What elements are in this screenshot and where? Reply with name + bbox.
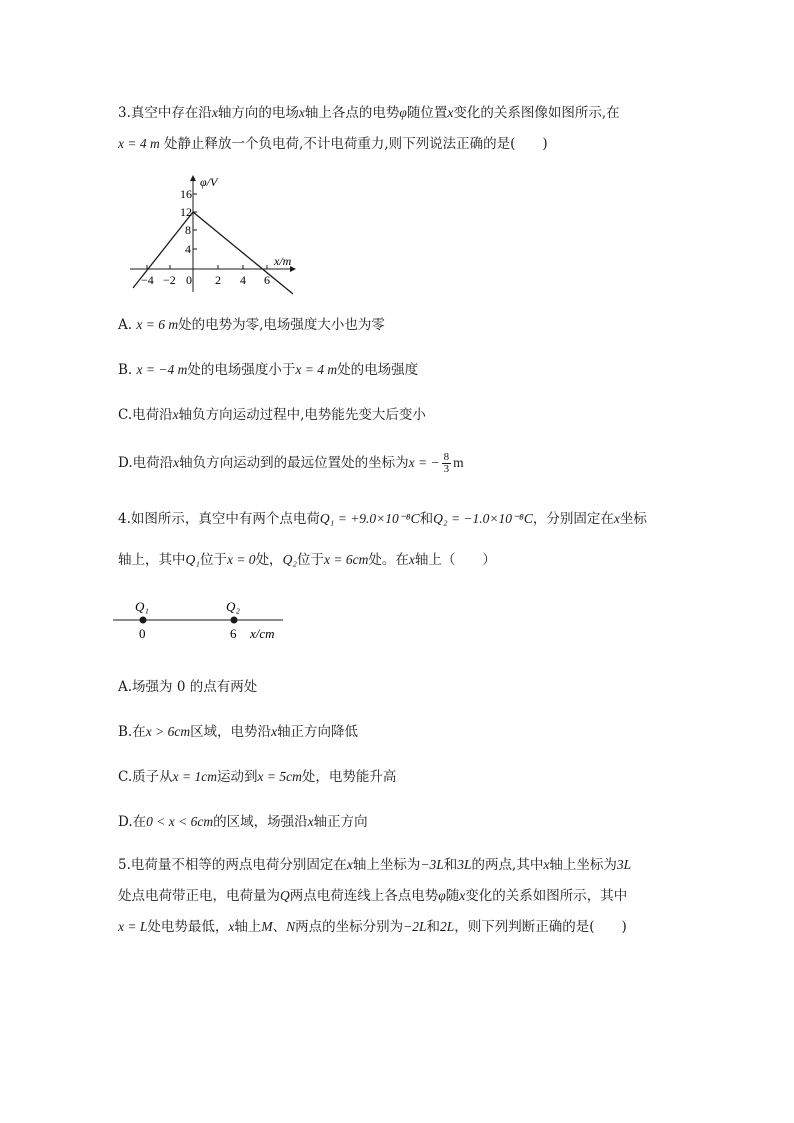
q5-stem-line1: 5.电荷量不相等的两点电荷分别固定在x轴上坐标为−3L和3L的两点,其中x轴上坐标为3L bbox=[118, 857, 632, 873]
charge-q1-dot bbox=[140, 617, 147, 624]
y-axis-label: φ/V bbox=[200, 175, 218, 189]
y-axis-arrow bbox=[190, 175, 196, 181]
fraction: $\frac{8}{3}$ bbox=[443, 451, 450, 475]
y-tick-label: 4 bbox=[185, 242, 191, 256]
q3-option-a: A. x = 6 m处的电势为零,电场强度大小也为零 bbox=[118, 317, 385, 333]
charge-q2-dot bbox=[231, 617, 238, 624]
q4-option-b: B.在x > 6cm区域，电势沿x轴正方向降低 bbox=[118, 724, 359, 740]
charges-axis-figure bbox=[113, 598, 288, 643]
x-tick-label: 0 bbox=[186, 273, 192, 287]
q5-stem-line3: x = L处电势最低，x轴上M、N两点的坐标分别为−2L和2L，则下列判断正确的是( ) bbox=[118, 919, 627, 935]
x-tick-label: 6 bbox=[264, 273, 270, 287]
x-tick-label: −2 bbox=[163, 273, 176, 287]
q3-option-d: D.电荷沿x轴负方向运动到的最远位置处的坐标为x = − $\frac{8}{3}$ m bbox=[118, 451, 464, 475]
axis-label: x/cm bbox=[250, 626, 275, 641]
q4-option-d: D.在0 < x < 6cm的区域，场强沿x轴正方向 bbox=[118, 814, 368, 830]
x-axis-label: x/m bbox=[274, 254, 292, 268]
q4-stem-line1: 4.如图所示，真空中有两个点电荷Q₁ = +9.0×10⁻⁸C和Q₂ = −1.0×10⁻⁸C，分别固定在x坐标 bbox=[118, 511, 647, 527]
q3-option-c: C.电荷沿x轴负方向运动过程中,电势能先变大后变小 bbox=[118, 407, 426, 423]
x-tick-label: 2 bbox=[215, 273, 221, 287]
q3-option-b: B. x = −4 m处的电场强度小于x = 4 m处的电场强度 bbox=[118, 362, 419, 378]
q4-option-a: A.场强为 0 的点有两处 bbox=[118, 679, 258, 695]
q3-stem-line2: x = 4 m 处静止释放一个负电荷,不计电荷重力,则下列说法正确的是( ) bbox=[118, 136, 548, 152]
tick-label-0: 0 bbox=[139, 626, 146, 641]
q3-stem-line1: 3.真空中存在沿x轴方向的电场x轴上各点的电势φ随位置x变化的关系图像如图所示,在 bbox=[118, 105, 620, 121]
x-tick-label: 4 bbox=[240, 273, 246, 287]
charge-q1-label: Q₁ bbox=[135, 599, 149, 614]
q5-stem-line2: 处点电荷带正电，电荷量为Q两点电荷连线上各点电势φ随x变化的关系如图所示，其中 bbox=[118, 888, 628, 904]
charge-q2-label: Q₂ bbox=[226, 599, 240, 614]
tick-label-6: 6 bbox=[230, 626, 237, 641]
q4-option-c: C.质子从x = 1cm运动到x = 5cm处，电势能升高 bbox=[118, 769, 397, 785]
q4-stem-line2: 轴上，其中Q₁位于x = 0处，Q₂位于x = 6cm处。在x轴上（ ） bbox=[118, 552, 496, 568]
x-tick-label: −4 bbox=[141, 273, 154, 287]
phi-x-graph bbox=[128, 172, 298, 297]
y-tick-label: 12 bbox=[180, 205, 192, 219]
y-tick-label: 8 bbox=[185, 223, 191, 237]
y-tick-label: 16 bbox=[180, 187, 192, 201]
